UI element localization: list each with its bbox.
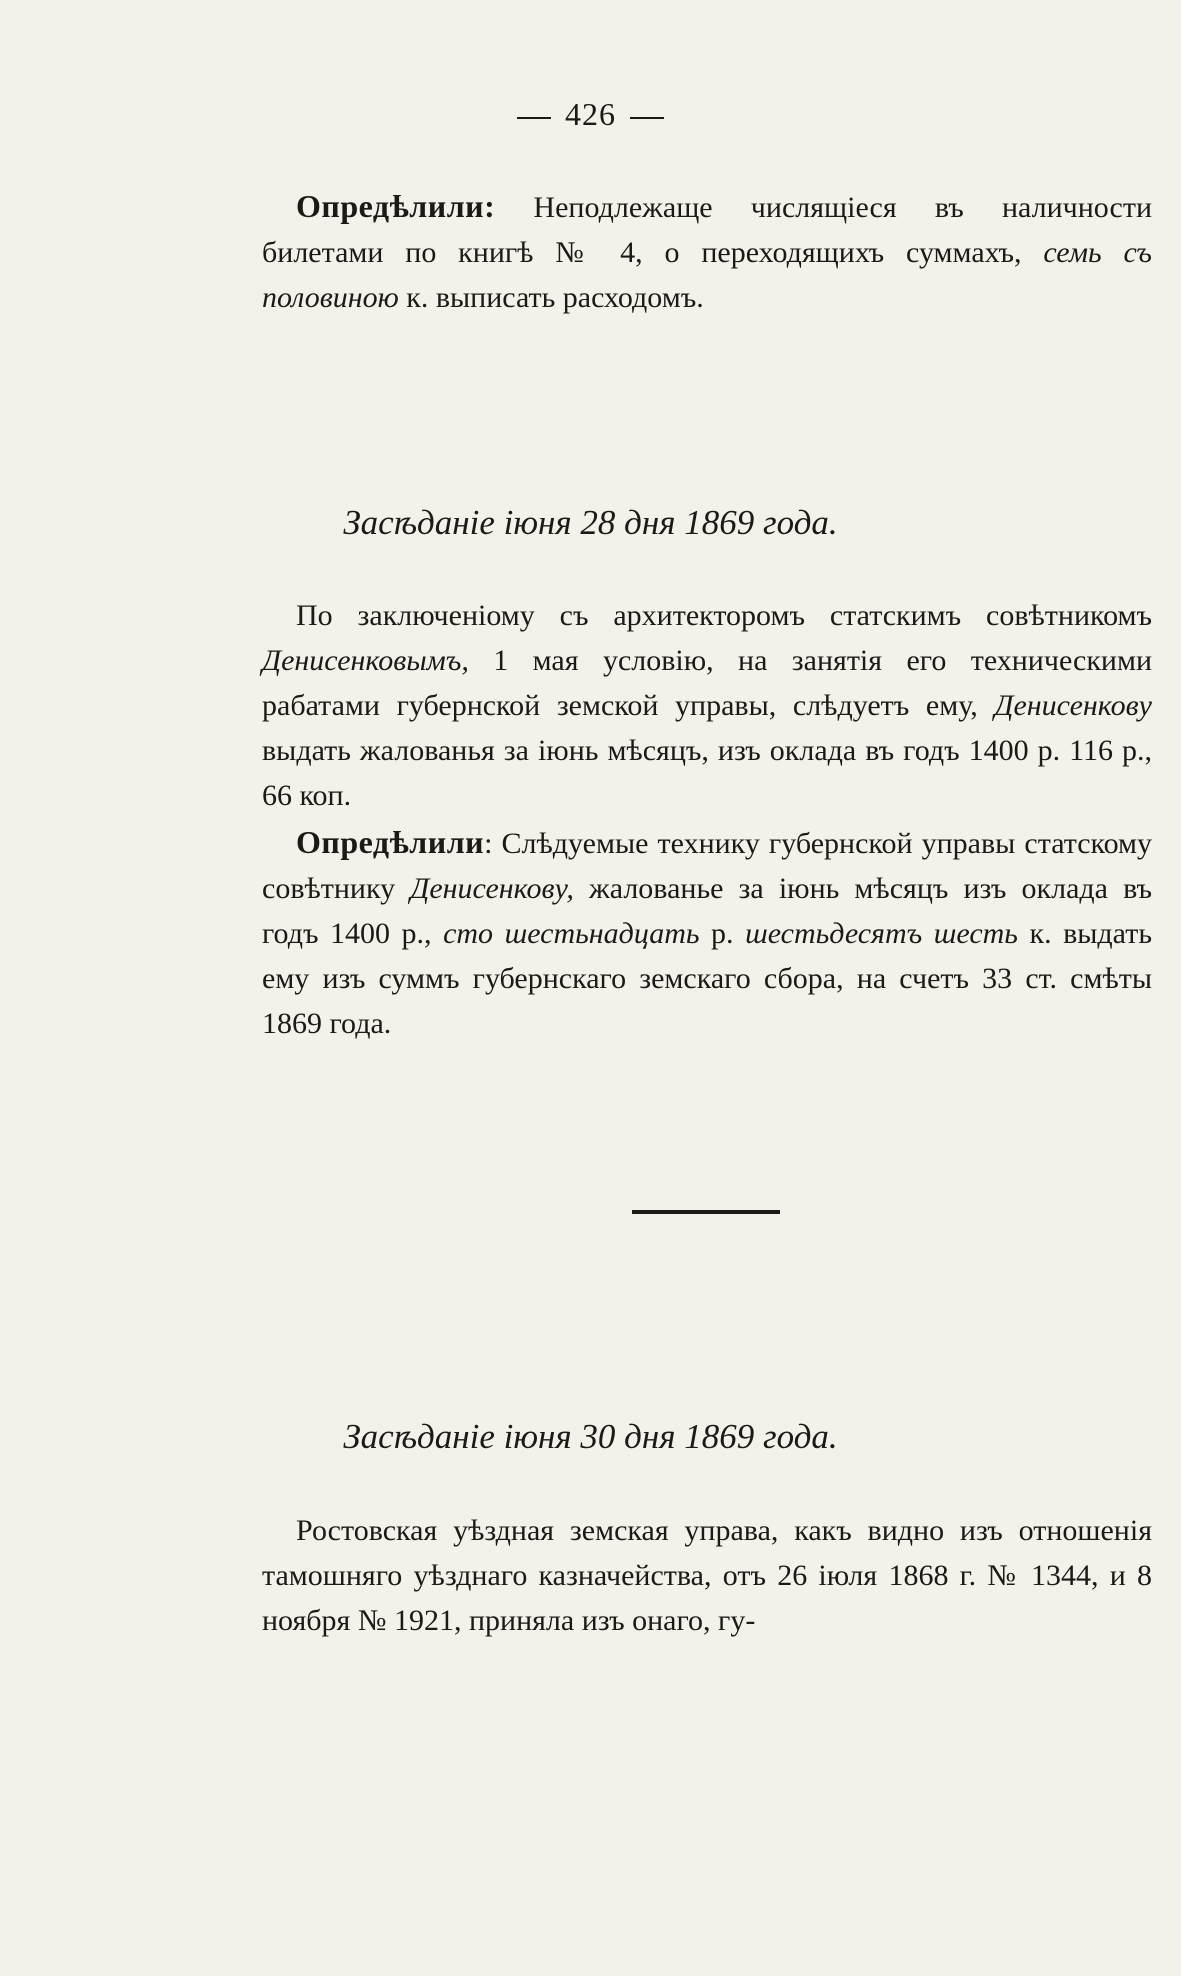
para3-text-4: к. выдать ему изъ суммъ губернскаго земскаго сбора, на счетъ 33 ст. смѣты 1869 года. (262, 917, 1153, 1040)
para2-italic-1: Денисенковымъ, (262, 644, 469, 677)
paragraph-resolution-1 (262, 184, 1152, 320)
para1-text-2: к. выписать расходомъ. (398, 281, 704, 314)
para2-text-1: По заключеніому съ архитекторомъ статскимъ совѣтникомъ (296, 599, 1152, 632)
para3-italic-3: шестьдесятъ шесть (745, 917, 1018, 950)
para2-text-3: выдать жалованья за іюнь мѣсяцъ, изъ оклада въ годъ 1400 р. 116 р., 66 коп. (262, 734, 1152, 812)
para2-text-2: 1 мая условію, на занятія его техническими рабатами губернской земской управы, слѣдуетъ ему, (262, 644, 1152, 722)
paragraph-resolution-2 (262, 820, 1152, 1046)
section-divider (632, 1210, 780, 1214)
resolution-lead: Опредѣлили: (296, 188, 496, 224)
para3-italic-2: сто шестьнадцать (443, 917, 700, 950)
dash-right (630, 117, 664, 119)
page-number: 426 (565, 96, 616, 132)
page-number-line (0, 96, 1181, 133)
session-heading-june-28: Засѣданіе іюня 28 дня 1869 года. (343, 503, 838, 542)
paragraph-contract (262, 593, 1152, 818)
para3-italic-1: Денисенкову, (410, 872, 574, 905)
resolution-lead-2: Опредѣлили (296, 824, 485, 860)
para3-text-2: жалованье за іюнь мѣсяцъ изъ оклада въ годъ 1400 р., (262, 872, 1153, 950)
para4-text-1: Ростовская уѣздная земская управа, какъ видно изъ отношенія тамошняго уѣзднаго казначейства, отъ 26 іюля 1868 г. № 1344, и 8 ноября № 1921, приняла изъ онаго, гу- (262, 1514, 1152, 1637)
paragraph-rostov (262, 1508, 1152, 1643)
para1-italic-1: семь съ половиною (262, 236, 1152, 314)
dash-left (517, 117, 551, 119)
para3-text-1: : Слѣдуемые технику губернской управы статскому совѣтнику (262, 827, 1152, 905)
session-heading-june-30: Засѣданіе іюня 30 дня 1869 года. (343, 1417, 838, 1456)
para1-text-1: Неподлежаще числящіеся въ наличности билетами по книгѣ № 4, о переходящихъ суммахъ, (262, 191, 1152, 269)
para2-italic-2: Денисенкову (994, 689, 1152, 722)
para3-text-3: р. (699, 917, 746, 950)
